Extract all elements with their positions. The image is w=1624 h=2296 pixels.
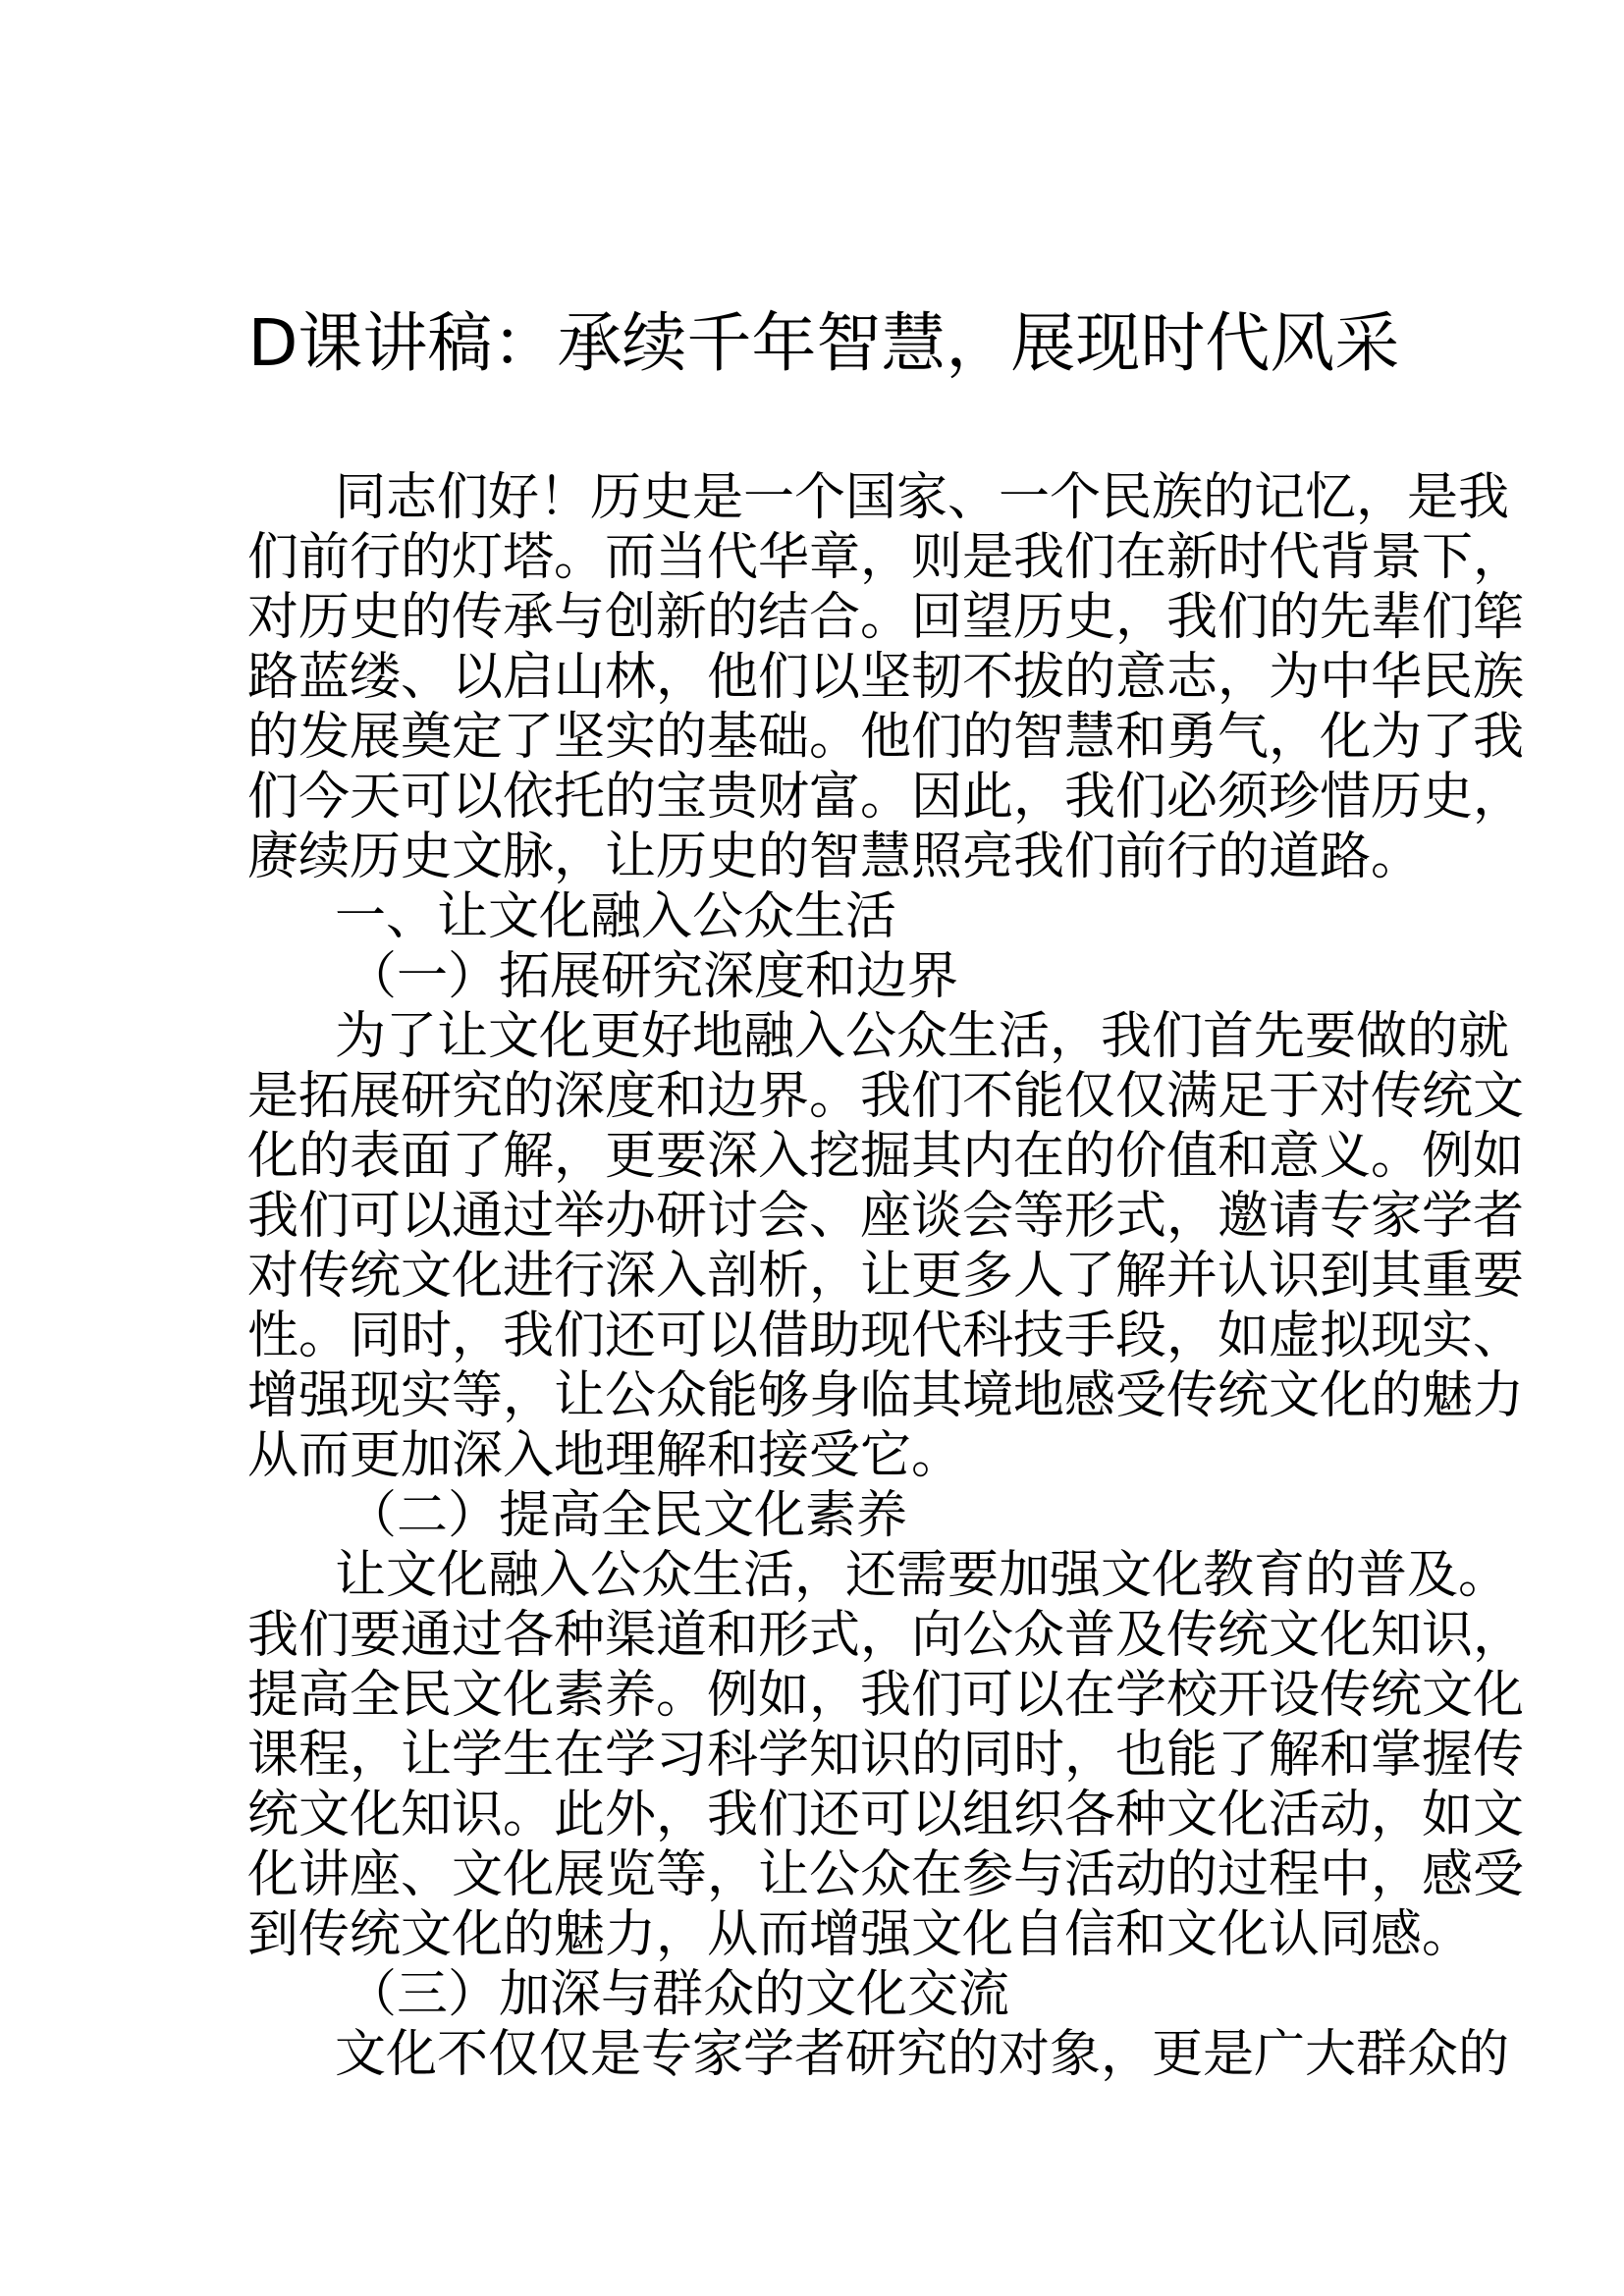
text-line: 一、让文化融入公众生活 [335,887,897,946]
text-line: （二）提高全民文化素养 [346,1486,908,1545]
text-line: 到传统文化的魅力，从而增强文化自信和文化认同感。 [247,1905,1474,1964]
text-line: 们前行的灯塔。而当代华章，则是我们在新时代背景下， [247,528,1525,587]
text-line: 我们要通过各种渠道和形式，向公众普及传统文化知识， [247,1606,1525,1665]
text-line: 化的表面了解，更要深入挖掘其内在的价值和意义。例如 [247,1127,1525,1186]
text-line: 课程，让学生在学习科学知识的同时，也能了解和掌握传 [247,1726,1525,1785]
text-line: 是拓展研究的深度和边界。我们不能仅仅满足于对传统文 [247,1067,1525,1126]
text-line: 让文化融入公众生活，还需要加强文化教育的普及。 [335,1546,1510,1605]
paragraph [247,2025,1510,2085]
text-line: 文化不仅仅是专家学者研究的对象，更是广大群众的 [335,2025,1510,2084]
text-line: 增强现实等，让公众能够身临其境地感受传统文化的魅力 [247,1366,1525,1425]
text-line: 化讲座、文化展览等，让公众在参与活动的过程中，感受 [247,1845,1525,1904]
text-line: 赓续历史文脉，让历史的智慧照亮我们前行的道路。 [247,828,1423,886]
document-title: D课讲稿：承续千年智慧，展现时代风采 [247,305,1400,381]
text-line: （三）加深与群众的文化交流 [346,1965,1010,2024]
text-line: 同志们好！历史是一个国家、一个民族的记忆，是我 [335,468,1510,527]
text-line: 对历史的传承与创新的结合。回望历史，我们的先辈们筚 [247,588,1525,647]
subsection-heading [247,1486,1388,1546]
paragraph [247,1546,1525,1965]
text-line: 路蓝缕、以启山林，他们以坚韧不拔的意志，为中华民族 [247,648,1525,707]
text-line: 的发展奠定了坚实的基础。他们的智慧和勇气，化为了我 [247,708,1525,767]
document-body [247,468,1525,2085]
section-heading [247,887,1388,947]
text-line: （一）拓展研究深度和边界 [346,947,959,1006]
text-line: 对传统文化进行深入剖析，让更多人了解并认识到其重要 [247,1247,1525,1306]
paragraph [247,468,1525,887]
text-line: 提高全民文化素养。例如，我们可以在学校开设传统文化 [247,1666,1525,1725]
text-line: 性。同时，我们还可以借助现代科技手段，如虚拟现实、 [247,1307,1525,1365]
text-line: 我们可以通过举办研讨会、座谈会等形式，邀请专家学者 [247,1187,1525,1246]
text-line: 们今天可以依托的宝贵财富。因此，我们必须珍惜历史， [247,768,1525,827]
subsection-heading [247,1965,1388,2025]
text-line: 从而更加深入地理解和接受它。 [247,1426,963,1485]
subsection-heading [247,947,1388,1007]
text-line: 为了让文化更好地融入公众生活，我们首先要做的就 [335,1007,1510,1066]
text-line: 统文化知识。此外，我们还可以组织各种文化活动，如文 [247,1786,1525,1844]
paragraph [247,1007,1525,1486]
